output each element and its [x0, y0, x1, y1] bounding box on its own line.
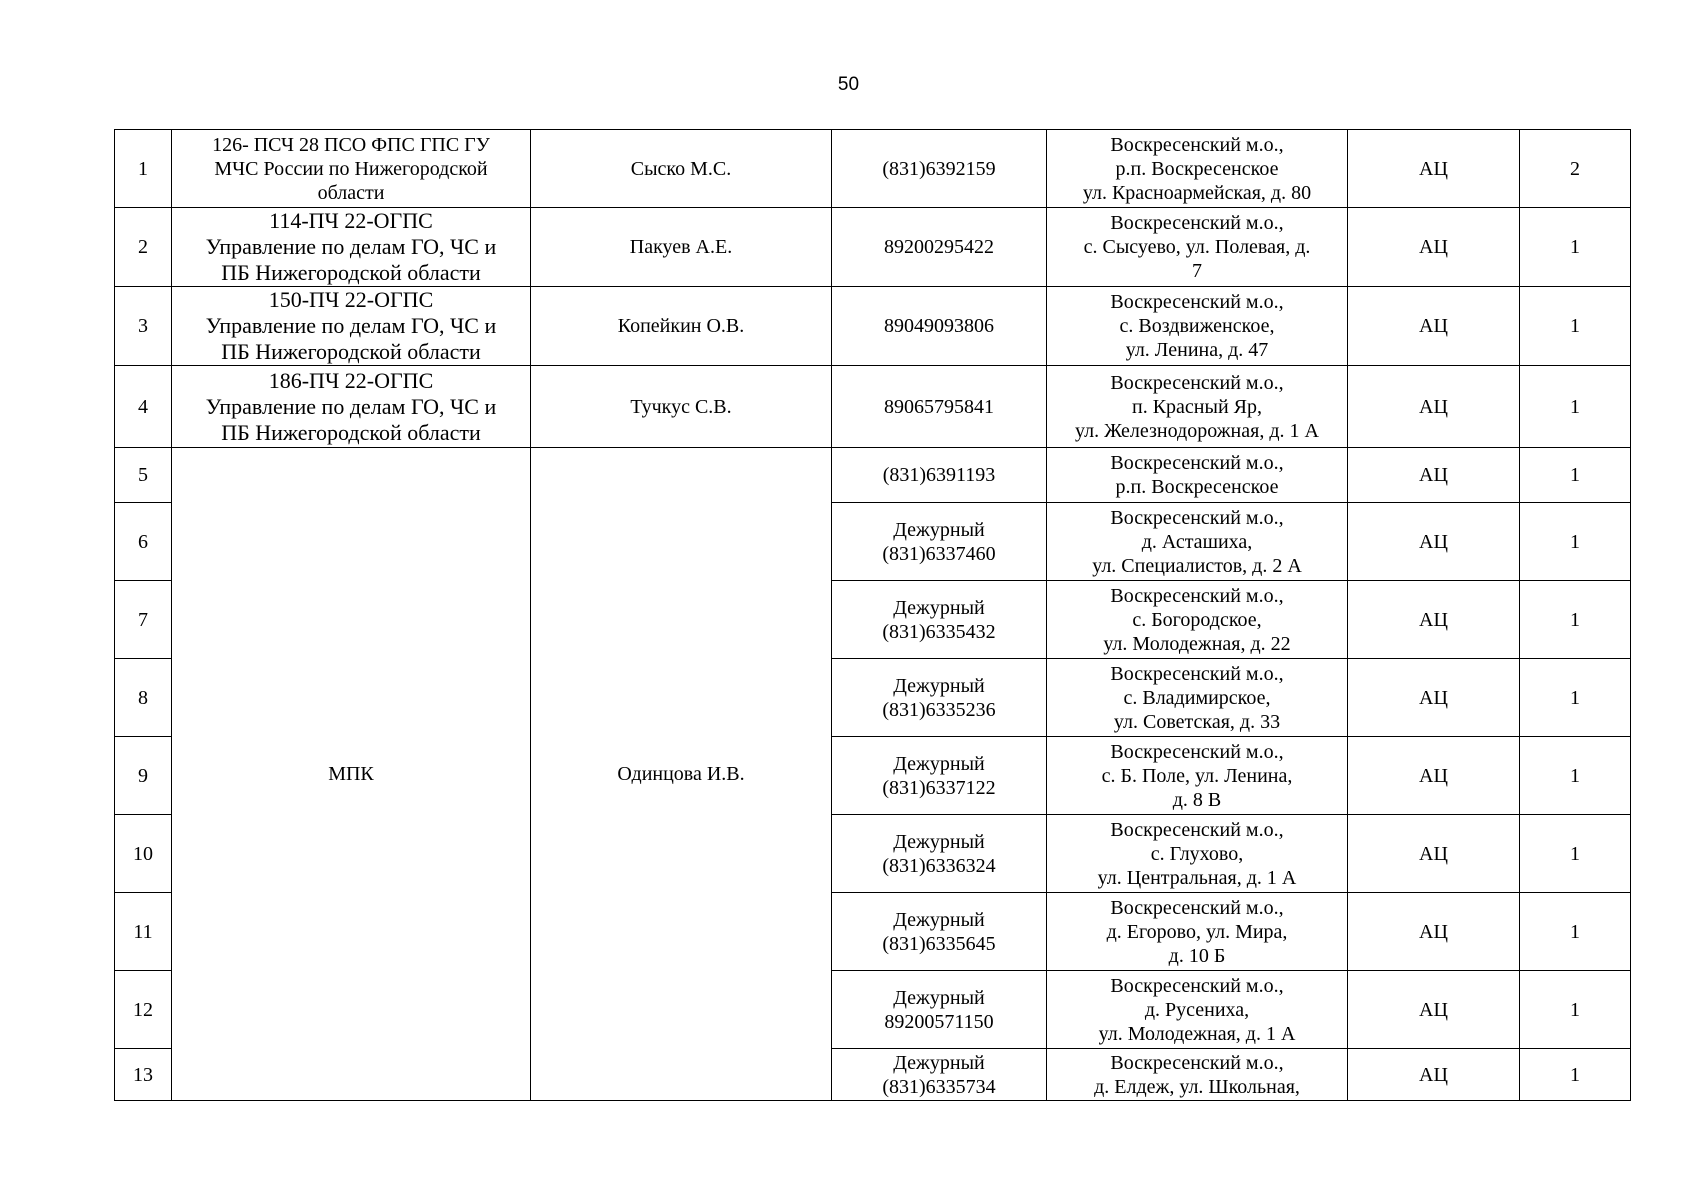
organization-line: ПБ Нижегородской области: [221, 339, 481, 364]
address-cell: [1047, 659, 1348, 737]
vehicle-type-cell: АЦ: [1348, 737, 1520, 815]
address-line: ул. Ленина, д. 47: [1125, 339, 1269, 361]
address-cell: [1047, 737, 1348, 815]
organization-line: МЧС России по Нижегородской: [214, 157, 488, 180]
organization-line: ПБ Нижегородской области: [221, 419, 481, 445]
address-line: Воскресенский м.о.,: [1110, 452, 1284, 474]
address-line: р.п. Воскресенское: [1115, 476, 1279, 498]
organization-line: Управление по делам ГО, ЧС и: [205, 313, 497, 338]
address-line: д. Егорово, ул. Мира,: [1106, 920, 1288, 943]
address-line: Воскресенский м.о.,: [1110, 212, 1284, 234]
vehicle-type-cell: АЦ: [1348, 448, 1520, 503]
address-cell: [1047, 815, 1348, 893]
address-line: Воскресенский м.о.,: [1110, 740, 1284, 763]
phone-line: (831)6335645: [882, 932, 996, 955]
table-row: [115, 287, 1631, 366]
address-line: с. Б. Поле, ул. Ленина,: [1101, 764, 1293, 787]
phone-line: (831)6335236: [882, 698, 996, 721]
table-row: [115, 208, 1631, 287]
address-cell: [1047, 581, 1348, 659]
organization-line: ПБ Нижегородской области: [221, 260, 481, 285]
address-line: д. 10 Б: [1168, 944, 1226, 967]
phone-line: (831)6335734: [882, 1075, 996, 1098]
address-line: с. Воздвиженское,: [1119, 315, 1275, 337]
table-row: [115, 448, 1631, 503]
address-line: Воскресенский м.о.,: [1110, 818, 1284, 841]
phone-cell: [832, 659, 1047, 737]
vehicle-type-cell: АЦ: [1348, 366, 1520, 448]
vehicle-type-cell: АЦ: [1348, 130, 1520, 208]
phone-line: Дежурный: [893, 674, 985, 697]
address-cell: [1047, 208, 1348, 287]
row-number-cell: 4: [115, 366, 172, 448]
address-line: с. Владимирское,: [1123, 686, 1271, 709]
address-line: с. Сысуево, ул. Полевая, д.: [1083, 236, 1311, 258]
phone-line: Дежурный: [893, 596, 985, 619]
address-line: Воскресенский м.о.,: [1110, 506, 1284, 529]
address-cell: [1047, 893, 1348, 971]
phone-line: 89200571150: [884, 1010, 994, 1033]
row-number-cell: 13: [115, 1049, 172, 1101]
row-number-cell: 8: [115, 659, 172, 737]
organization-line: 150-ПЧ 22-ОГПС: [268, 287, 434, 312]
phone-line: Дежурный: [893, 830, 985, 853]
address-line: д. Русениха,: [1144, 998, 1250, 1021]
phone-cell: [832, 1049, 1047, 1101]
phone-cell: [832, 737, 1047, 815]
vehicle-type-cell: АЦ: [1348, 581, 1520, 659]
phone-line: Дежурный: [893, 986, 985, 1009]
phone-cell: [832, 287, 1047, 366]
phone-line: 89200295422: [884, 236, 994, 258]
organization-cell: [172, 208, 531, 287]
vehicle-count-cell: 1: [1520, 503, 1631, 581]
phone-line: (831)6392159: [882, 157, 996, 180]
address-line: с. Глухово,: [1150, 842, 1244, 865]
phone-line: Дежурный: [893, 1051, 985, 1074]
address-cell: [1047, 366, 1348, 448]
row-number-cell: 1: [115, 130, 172, 208]
address-line: Воскресенский м.о.,: [1110, 291, 1284, 313]
vehicle-count-cell: 1: [1520, 366, 1631, 448]
vehicle-type-cell: АЦ: [1348, 893, 1520, 971]
vehicle-count-cell: 1: [1520, 448, 1631, 503]
address-cell: [1047, 971, 1348, 1049]
address-line: п. Красный Яр,: [1132, 395, 1262, 418]
vehicle-type-cell: АЦ: [1348, 208, 1520, 287]
table-row: [115, 366, 1631, 448]
address-line: Воскресенский м.о.,: [1110, 974, 1284, 997]
phone-line: (831)6337460: [882, 542, 996, 565]
registry-table: [114, 129, 1631, 1101]
row-number-cell: 11: [115, 893, 172, 971]
vehicle-type-cell: АЦ: [1348, 287, 1520, 366]
organization-line: Управление по делам ГО, ЧС и: [205, 393, 497, 419]
row-number-cell: 3: [115, 287, 172, 366]
merged-person-cell: Одинцова И.В.: [531, 448, 832, 1101]
address-line: Воскресенский м.о.,: [1110, 371, 1284, 394]
phone-cell: [832, 815, 1047, 893]
vehicle-type-cell: АЦ: [1348, 971, 1520, 1049]
address-line: д. Асташиха,: [1141, 530, 1253, 553]
row-number-cell: 12: [115, 971, 172, 1049]
page-number: 50: [837, 74, 860, 95]
address-line: с. Богородское,: [1132, 608, 1262, 631]
organization-line: 126- ПСЧ 28 ПСО ФПС ГПС ГУ: [212, 133, 490, 156]
vehicle-count-cell: 1: [1520, 659, 1631, 737]
address-line: д. 8 В: [1172, 788, 1222, 811]
phone-line: 89049093806: [884, 315, 994, 337]
vehicle-count-cell: 1: [1520, 971, 1631, 1049]
registry-body: [115, 130, 1631, 1101]
phone-cell: [832, 893, 1047, 971]
row-number-cell: 2: [115, 208, 172, 287]
address-cell: [1047, 287, 1348, 366]
phone-line: Дежурный: [893, 752, 985, 775]
phone-line: Дежурный: [893, 518, 985, 541]
address-line: д. Елдеж, ул. Школьная,: [1094, 1075, 1300, 1098]
address-line: ул. Молодежная, д. 22: [1103, 632, 1291, 655]
person-cell: Пакуев А.Е.: [531, 208, 832, 287]
address-line: ул. Специалистов, д. 2 А: [1092, 554, 1302, 577]
organization-cell: [172, 366, 531, 448]
vehicle-count-cell: 1: [1520, 893, 1631, 971]
person-cell: Сыско М.С.: [531, 130, 832, 208]
address-line: ул. Молодежная, д. 1 А: [1098, 1022, 1296, 1045]
address-line: ул. Красноармейская, д. 80: [1082, 181, 1312, 204]
address-line: Воскресенский м.о.,: [1110, 662, 1284, 685]
address-line: р.п. Воскресенское: [1115, 157, 1279, 180]
vehicle-count-cell: 1: [1520, 287, 1631, 366]
phone-cell: [832, 208, 1047, 287]
table-row: [115, 130, 1631, 208]
row-number-cell: 9: [115, 737, 172, 815]
address-cell: [1047, 1049, 1348, 1101]
vehicle-count-cell: 1: [1520, 1049, 1631, 1101]
address-line: Воскресенский м.о.,: [1110, 133, 1284, 156]
phone-line: Дежурный: [893, 908, 985, 931]
address-line: Воскресенский м.о.,: [1110, 896, 1284, 919]
vehicle-count-cell: 1: [1520, 737, 1631, 815]
phone-line: (831)6391193: [882, 464, 996, 486]
address-cell: [1047, 130, 1348, 208]
phone-cell: [832, 503, 1047, 581]
vehicle-count-cell: 1: [1520, 815, 1631, 893]
person-cell: Копейкин О.В.: [531, 287, 832, 366]
address-cell: [1047, 448, 1348, 503]
organization-cell: [172, 287, 531, 366]
vehicle-count-cell: 1: [1520, 208, 1631, 287]
row-number-cell: 10: [115, 815, 172, 893]
person-cell: Тучкус С.В.: [531, 366, 832, 448]
address-line: Воскресенский м.о.,: [1110, 1051, 1284, 1074]
organization-line: 114-ПЧ 22-ОГПС: [269, 208, 433, 233]
phone-line: (831)6336324: [882, 854, 996, 877]
merged-organization-cell: МПК: [172, 448, 531, 1101]
phone-cell: [832, 971, 1047, 1049]
organization-cell: [172, 130, 531, 208]
row-number-cell: 6: [115, 503, 172, 581]
address-line: Воскресенский м.о.,: [1110, 584, 1284, 607]
phone-cell: [832, 581, 1047, 659]
phone-line: (831)6337122: [882, 776, 996, 799]
phone-cell: [832, 130, 1047, 208]
vehicle-type-cell: АЦ: [1348, 659, 1520, 737]
row-number-cell: 5: [115, 448, 172, 503]
row-number-cell: 7: [115, 581, 172, 659]
address-line: 7: [1192, 260, 1202, 282]
organization-line: Управление по делам ГО, ЧС и: [205, 234, 497, 259]
vehicle-count-cell: 1: [1520, 581, 1631, 659]
address-line: ул. Центральная, д. 1 А: [1097, 866, 1297, 889]
vehicle-type-cell: АЦ: [1348, 815, 1520, 893]
organization-line: области: [317, 181, 385, 204]
phone-cell: [832, 448, 1047, 503]
organization-line: 186-ПЧ 22-ОГПС: [268, 367, 434, 393]
vehicle-count-cell: 2: [1520, 130, 1631, 208]
vehicle-type-cell: АЦ: [1348, 503, 1520, 581]
phone-line: (831)6335432: [882, 620, 996, 643]
phone-line: 89065795841: [884, 395, 994, 418]
address-line: ул. Советская, д. 33: [1113, 710, 1281, 733]
address-line: ул. Железнодорожная, д. 1 А: [1075, 419, 1319, 442]
phone-cell: [832, 366, 1047, 448]
vehicle-type-cell: АЦ: [1348, 1049, 1520, 1101]
address-cell: [1047, 503, 1348, 581]
